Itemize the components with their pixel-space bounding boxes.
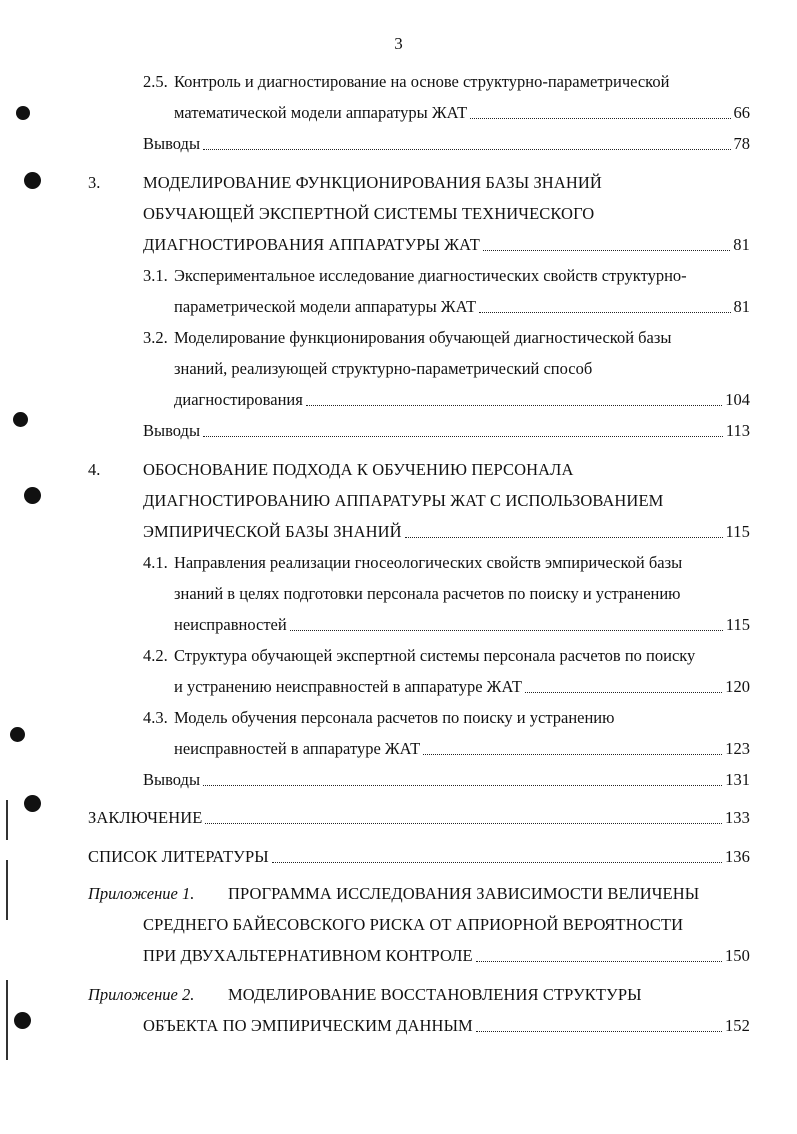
toc-chapter-num-3: 3. bbox=[88, 173, 101, 192]
page-ref: 66 bbox=[733, 103, 750, 122]
page-ref: 136 bbox=[724, 847, 750, 866]
toc-num-3-1: 3.1. bbox=[143, 266, 168, 285]
page-ref: 78 bbox=[733, 134, 750, 153]
page-edge-mark bbox=[6, 980, 8, 1060]
page-ref: 150 bbox=[724, 946, 750, 965]
toc-conclusions-2: Выводы 78 bbox=[143, 132, 750, 156]
binding-hole-mark bbox=[10, 727, 25, 742]
toc-chapter-4-line1: ОБОСНОВАНИЕ ПОДХОДА К ОБУЧЕНИЮ ПЕРСОНАЛА bbox=[143, 460, 574, 479]
toc-chapter-3: ДИАГНОСТИРОВАНИЯ АППАРАТУРЫ ЖАТ 81 bbox=[143, 233, 750, 257]
page-ref: 133 bbox=[724, 808, 750, 827]
page-ref: 123 bbox=[725, 739, 750, 758]
page-ref: 120 bbox=[725, 677, 750, 696]
toc-entry-2-5: математической модели аппаратуры ЖАТ 66 bbox=[174, 101, 750, 125]
toc-entry-4-1-line2: знаний в целях подготовки персонала расчетов по поиску и устранению bbox=[174, 584, 681, 603]
binding-hole-mark bbox=[24, 795, 41, 812]
toc-references: СПИСОК ЛИТЕРАТУРЫ 136 bbox=[88, 845, 750, 869]
toc-entry-3-2-line2: знаний, реализующей структурно-параметрический способ bbox=[174, 359, 593, 378]
page-ref: 81 bbox=[733, 297, 750, 316]
toc-conclusions-4: Выводы 131 bbox=[143, 768, 750, 792]
toc-chapter-3-line1: МОДЕЛИРОВАНИЕ ФУНКЦИОНИРОВАНИЯ БАЗЫ ЗНАНИЙ bbox=[143, 173, 602, 192]
toc-entry-4-1-line1: Направления реализации гносеологических свойств эмпирической базы bbox=[174, 553, 683, 572]
binding-hole-mark bbox=[24, 487, 41, 504]
page-ref: 115 bbox=[725, 522, 750, 541]
page-ref: 152 bbox=[724, 1016, 750, 1035]
page-edge-mark bbox=[6, 860, 8, 920]
toc-num-4-2: 4.2. bbox=[143, 646, 168, 665]
toc-appendix-1: ПРИ ДВУХАЛЬТЕРНАТИВНОМ КОНТРОЛЕ 150 bbox=[143, 944, 750, 968]
toc-appendix-2-label: Приложение 2. bbox=[88, 985, 195, 1004]
toc-entry-4-2: и устранению неисправностей в аппаратуре ЖАТ 120 bbox=[174, 675, 750, 699]
toc-chapter-3-line2: ОБУЧАЮЩЕЙ ЭКСПЕРТНОЙ СИСТЕМЫ ТЕХНИЧЕСКОГО bbox=[143, 204, 595, 223]
binding-hole-mark bbox=[13, 412, 28, 427]
toc-entry-3-1: параметрической модели аппаратуры ЖАТ 81 bbox=[174, 295, 750, 319]
page-edge-mark bbox=[6, 800, 8, 840]
toc-entry-2-5-line1: Контроль и диагностирование на основе структурно-параметрической bbox=[174, 72, 670, 91]
toc-entry-3-2-line1: Моделирование функционирования обучающей диагностической базы bbox=[174, 328, 672, 347]
toc-num-2-5: 2.5. bbox=[143, 72, 168, 91]
toc-entry-4-2-line1: Структура обучающей экспертной системы персонала расчетов по поиску bbox=[174, 646, 696, 665]
toc-conclusion: ЗАКЛЮЧЕНИЕ 133 bbox=[88, 806, 750, 830]
toc-num-4-3: 4.3. bbox=[143, 708, 168, 727]
toc-appendix-1-line2: СРЕДНЕГО БАЙЕСОВСКОГО РИСКА ОТ АПРИОРНОЙ ВЕРОЯТНОСТИ bbox=[143, 915, 684, 934]
page-ref: 81 bbox=[733, 235, 750, 254]
toc-conclusions-3: Выводы 113 bbox=[143, 419, 750, 443]
page-ref: 113 bbox=[725, 421, 750, 440]
binding-hole-mark bbox=[14, 1012, 31, 1029]
page-number: 3 bbox=[394, 34, 403, 53]
toc-entry-4-3-line1: Модель обучения персонала расчетов по поиску и устранению bbox=[174, 708, 615, 727]
toc-entry-4-3: неисправностей в аппаратуре ЖАТ 123 bbox=[174, 737, 750, 761]
toc-appendix-1-line1: ПРОГРАММА ИССЛЕДОВАНИЯ ЗАВИСИМОСТИ ВЕЛИЧЕНЫ bbox=[228, 884, 700, 903]
binding-hole-mark bbox=[24, 172, 41, 189]
toc-chapter-4: ЭМПИРИЧЕСКОЙ БАЗЫ ЗНАНИЙ 115 bbox=[143, 520, 750, 544]
toc-appendix-2-line1: МОДЕЛИРОВАНИЕ ВОССТАНОВЛЕНИЯ СТРУКТУРЫ bbox=[228, 985, 642, 1004]
toc-entry-3-2: диагностирования 104 bbox=[174, 388, 750, 412]
toc-num-4-1: 4.1. bbox=[143, 553, 168, 572]
toc-entry-4-1: неисправностей 115 bbox=[174, 613, 750, 637]
toc-chapter-num-4: 4. bbox=[88, 460, 101, 479]
toc-num-3-2: 3.2. bbox=[143, 328, 168, 347]
toc-chapter-4-line2: ДИАГНОСТИРОВАНИЮ АППАРАТУРЫ ЖАТ С ИСПОЛЬЗОВАНИЕМ bbox=[143, 491, 664, 510]
toc-appendix-2: ОБЪЕКТА ПО ЭМПИРИЧЕСКИМ ДАННЫМ 152 bbox=[143, 1014, 750, 1038]
page-ref: 115 bbox=[725, 615, 750, 634]
page-ref: 104 bbox=[725, 390, 750, 409]
toc-entry-3-1-line1: Экспериментальное исследование диагностических свойств структурно- bbox=[174, 266, 687, 285]
binding-hole-mark bbox=[16, 106, 30, 120]
toc-appendix-1-label: Приложение 1. bbox=[88, 884, 195, 903]
page-ref: 131 bbox=[725, 770, 750, 789]
